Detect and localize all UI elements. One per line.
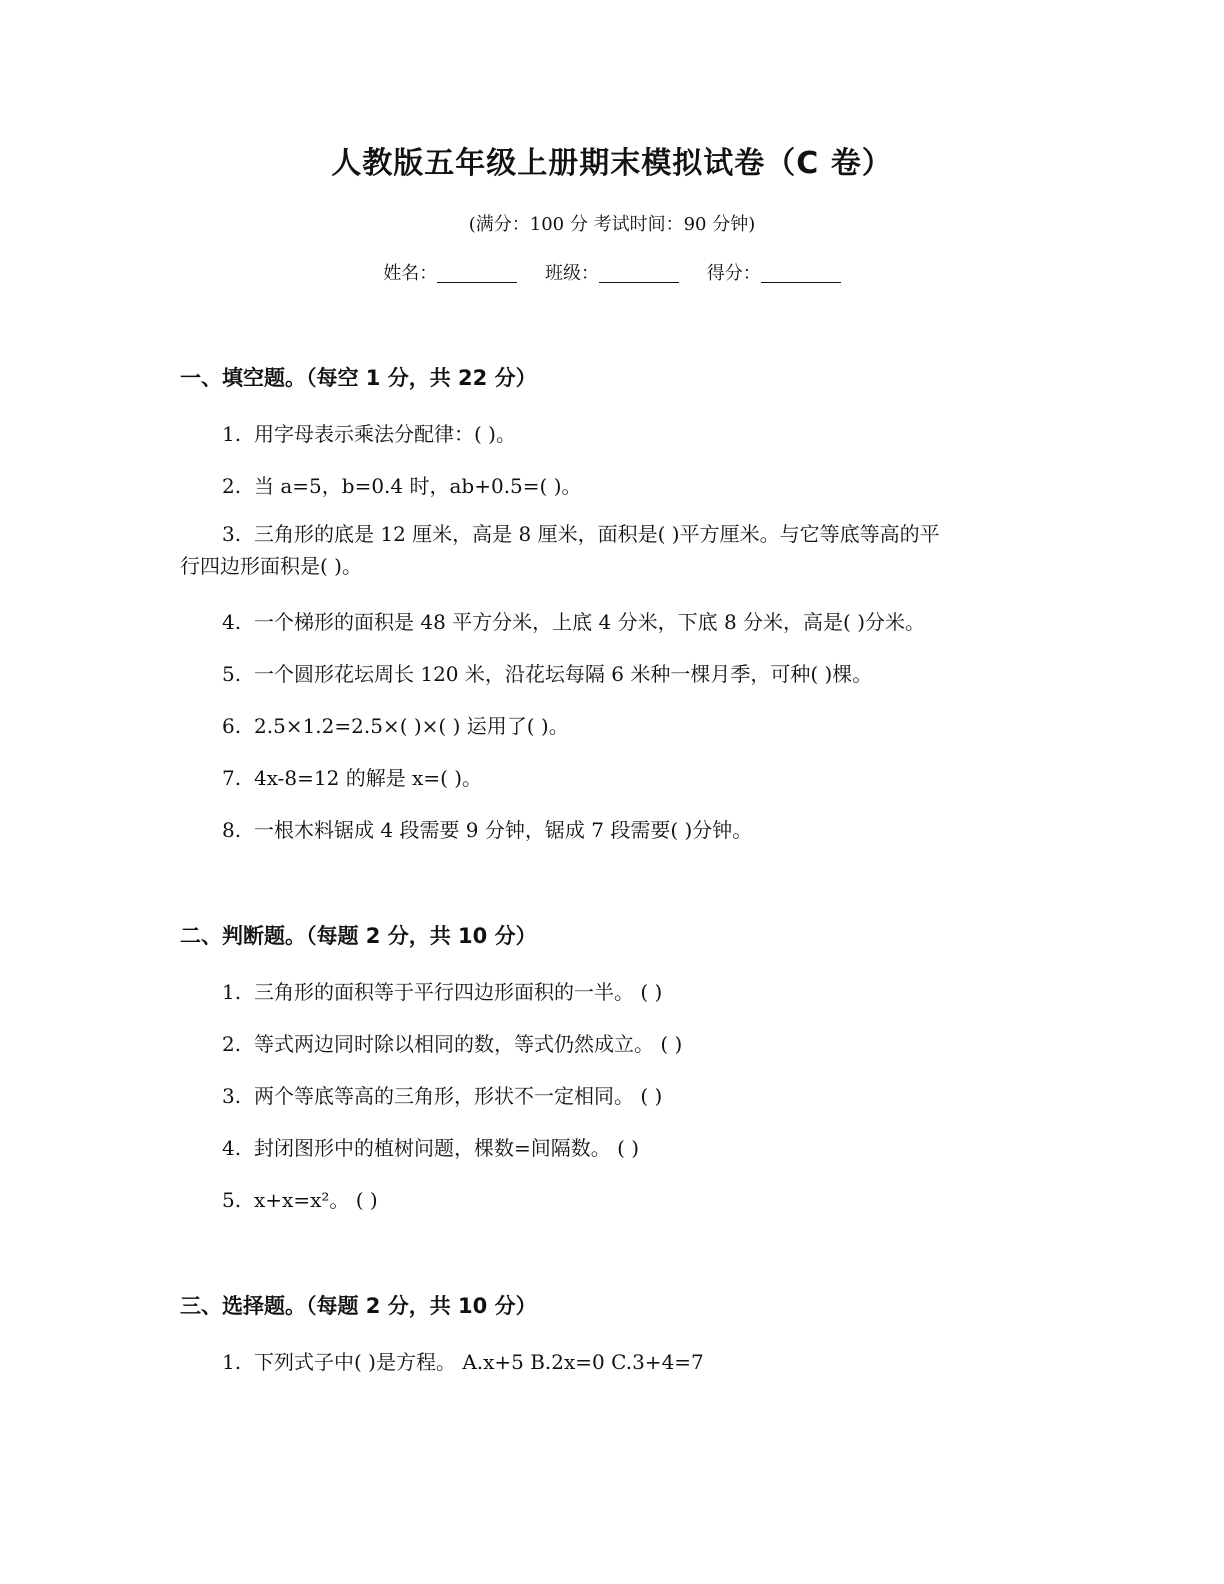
question-number: 1. [222,422,242,446]
question-number: 8. [222,818,242,842]
question-text: 2.5×1.2=2.5×( )×( ) 运用了( )。 [254,714,569,738]
exam-subtitle: (满分：100 分 考试时间：90 分钟) [468,214,756,235]
question-number: 7. [222,766,242,790]
question-item [222,814,752,843]
section-heading-fill-blank: 一、填空题。（每空 1 分，共 22 分） [180,366,537,390]
question-text: x+x=x²。 ( ) [254,1188,378,1212]
question-number: 3. [222,522,242,546]
question-number: 5. [222,662,242,686]
question-text: 封闭图形中的植树问题，棵数=间隔数。 ( ) [254,1136,640,1160]
question-item [222,976,662,1005]
score-label: 得分： [706,263,761,284]
question-item [222,470,582,499]
name-label: 姓名： [383,263,438,284]
question-item [222,1346,704,1375]
question-number: 1. [222,1350,242,1374]
question-number: 2. [222,1032,242,1056]
question-item [222,710,569,739]
question-text: 三角形的面积等于平行四边形面积的一半。 ( ) [254,980,663,1004]
question-item [222,1184,378,1213]
question-text-continued: 行四边形面积是( )。 [180,554,362,578]
question-number: 2. [222,474,242,498]
score-blank[interactable] [761,264,841,283]
page-title: 人教版五年级上册期末模拟试卷（C 卷） [331,146,893,181]
class-blank[interactable] [599,264,679,283]
question-item [222,762,482,791]
question-text: 下列式子中( )是方程。 A.x+5 B.2x=0 C.3+4=7 [254,1350,704,1374]
question-number: 4. [222,610,242,634]
section-heading-multiple-choice: 三、选择题。（每题 2 分，共 10 分） [180,1294,537,1318]
question-text: 用字母表示乘法分配律：( )。 [254,422,516,446]
question-text: 一个梯形的面积是 48 平方分米，上底 4 分米，下底 8 分米，高是( )分米。 [254,610,926,634]
question-number: 6. [222,714,242,738]
question-text: 一根木料锯成 4 段需要 9 分钟，锯成 7 段需要( )分钟。 [254,818,753,842]
question-number: 5. [222,1188,242,1212]
question-item [180,518,1040,582]
question-text: 当 a=5，b=0.4 时，ab+0.5=( )。 [254,474,582,498]
question-number: 4. [222,1136,242,1160]
question-item [222,1132,639,1161]
question-item [222,606,925,635]
question-number: 1. [222,980,242,1004]
question-text: 两个等底等高的三角形，形状不一定相同。 ( ) [254,1084,663,1108]
name-blank[interactable] [437,264,517,283]
question-text: 一个圆形花坛周长 120 米，沿花坛每隔 6 米种一棵月季，可种( )棵。 [254,662,873,686]
student-info-line [0,259,1224,285]
question-item [222,658,872,687]
question-item [222,418,516,447]
class-label: 班级： [545,263,599,284]
question-item [222,1080,662,1109]
section-heading-true-false: 二、判断题。（每题 2 分，共 10 分） [180,924,537,948]
question-item [222,1028,682,1057]
question-text: 等式两边同时除以相同的数，等式仍然成立。 ( ) [254,1032,683,1056]
question-number: 3. [222,1084,242,1108]
question-text: 4x-8=12 的解是 x=( )。 [254,766,483,790]
question-text: 三角形的底是 12 厘米，高是 8 厘米，面积是( )平方厘米。与它等底等高的平 [254,522,940,546]
